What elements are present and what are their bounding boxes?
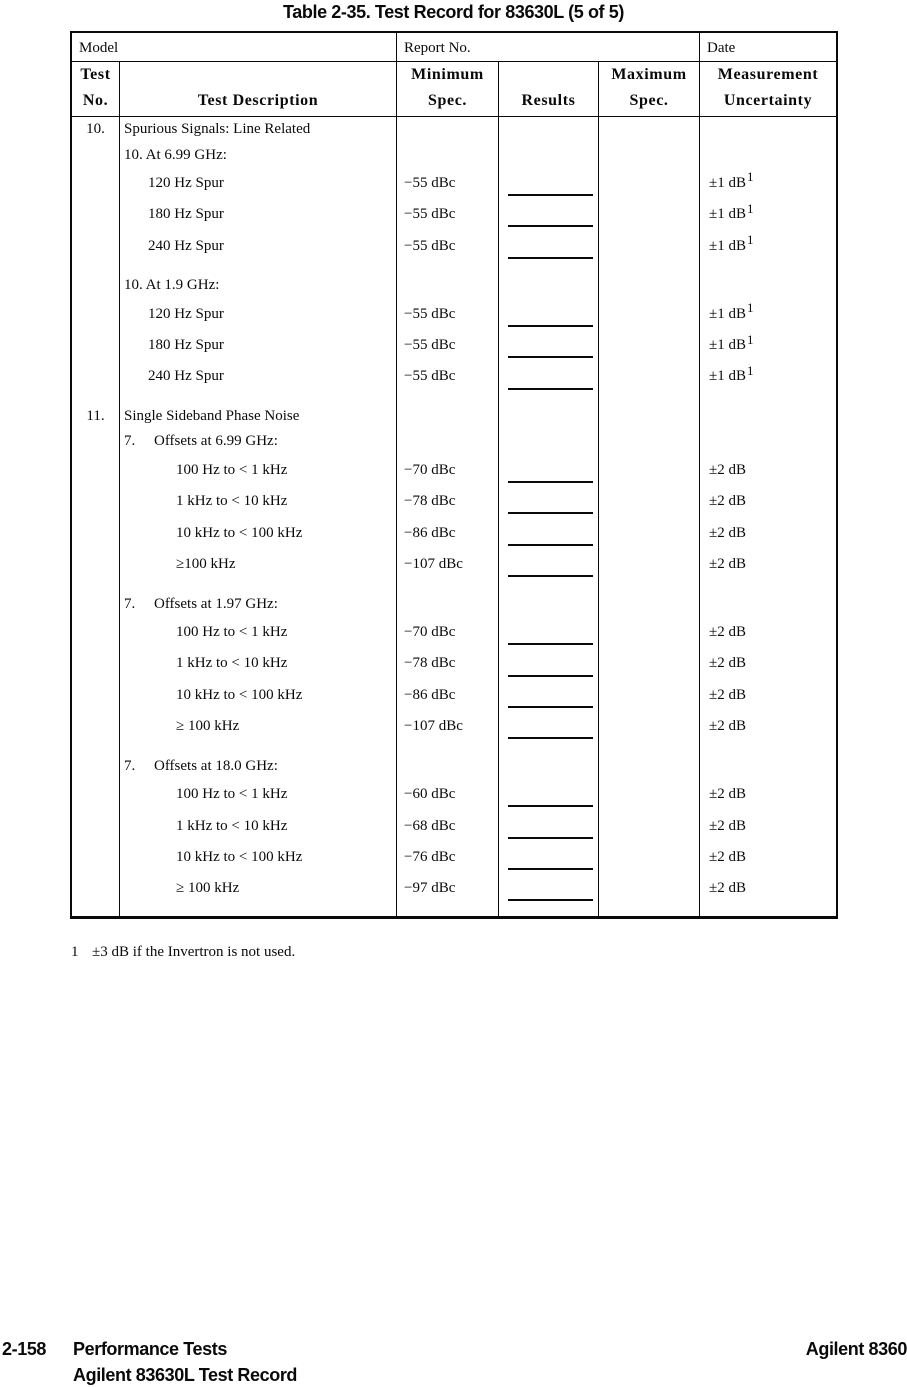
max-spec-cell xyxy=(599,230,700,261)
test-description-header: Test Description xyxy=(120,62,397,117)
uncertainty-cell xyxy=(700,230,836,261)
results-blank-line xyxy=(508,526,593,546)
uncertainty-cell: ±2 dB xyxy=(709,555,746,572)
min-spec-cell: −55 dBc xyxy=(397,168,499,199)
min-spec-cell: −76 dBc xyxy=(397,842,499,873)
table-body xyxy=(72,117,836,916)
maximum-spec-header: Maximum Spec. xyxy=(599,62,700,117)
results-blank-line xyxy=(508,787,593,807)
results-blank-line xyxy=(508,850,593,870)
results-cell xyxy=(499,117,599,142)
results-blank-line xyxy=(508,719,593,739)
description-cell: ≥ 100 kHz xyxy=(120,711,397,742)
test-no-cell xyxy=(72,299,120,330)
results-cell xyxy=(499,486,599,517)
min-spec-cell: −97 dBc xyxy=(397,873,499,904)
results-blank-line xyxy=(508,239,593,259)
uncertainty-cell xyxy=(700,330,836,361)
spacer-row xyxy=(72,262,836,273)
uncertainty-cell xyxy=(700,361,836,392)
model-field: Model xyxy=(72,33,397,61)
results-cell xyxy=(499,549,599,580)
footnote-ref: 1 xyxy=(747,232,754,248)
description-cell: 7. Offsets at 6.99 GHz: xyxy=(120,429,397,454)
table-row xyxy=(72,330,836,361)
description-cell: 180 Hz Spur xyxy=(120,199,397,230)
results-cell xyxy=(499,648,599,679)
spacer-row xyxy=(72,742,836,753)
results-cell xyxy=(499,810,599,841)
uncertainty-cell: ±2 dB xyxy=(709,655,746,672)
max-spec-cell xyxy=(599,711,700,742)
max-spec-cell xyxy=(599,591,700,616)
results-cell xyxy=(499,230,599,261)
max-spec-cell xyxy=(599,361,700,392)
test-no-cell xyxy=(72,361,120,392)
description-cell: 100 Hz to < 1 kHz xyxy=(120,779,397,810)
min-spec-cell: −107 dBc xyxy=(397,711,499,742)
min-spec-cell: −55 dBc xyxy=(397,299,499,330)
results-blank-line xyxy=(508,370,593,390)
test-no-cell: 11. xyxy=(72,404,120,429)
description-cell: 120 Hz Spur xyxy=(120,299,397,330)
test-no-cell xyxy=(72,711,120,742)
uncertainty-cell xyxy=(700,168,836,199)
test-no-cell xyxy=(72,486,120,517)
table-row xyxy=(72,299,836,330)
description-cell: 10 kHz to < 100 kHz xyxy=(120,842,397,873)
date-field: Date xyxy=(707,40,736,56)
results-blank-line xyxy=(508,688,593,708)
min-spec-cell: −78 dBc xyxy=(397,648,499,679)
uncertainty-cell: ±2 dB xyxy=(709,686,746,703)
min-spec-cell xyxy=(397,273,499,298)
info-header-row xyxy=(72,33,836,62)
results-blank-line xyxy=(508,881,593,901)
table-row xyxy=(72,429,836,454)
results-blank-line xyxy=(508,557,593,577)
min-spec-cell xyxy=(397,429,499,454)
table-row xyxy=(72,680,836,711)
test-no-cell xyxy=(72,273,120,298)
test-no-cell xyxy=(72,429,120,454)
results-blank-line xyxy=(508,207,593,227)
description-cell: 1 kHz to < 10 kHz xyxy=(120,648,397,679)
report-no-field: Report No. xyxy=(397,33,700,61)
max-spec-cell xyxy=(599,842,700,873)
uncertainty-value: ±1 dB xyxy=(709,337,746,354)
test-no-cell xyxy=(72,779,120,810)
table-row xyxy=(72,361,836,392)
uncertainty-cell: ±2 dB xyxy=(709,624,746,640)
table-row xyxy=(72,517,836,548)
table-row xyxy=(72,591,836,616)
min-spec-cell: −55 dBc xyxy=(397,330,499,361)
spacer-row xyxy=(72,904,836,915)
description-cell: 180 Hz Spur xyxy=(120,330,397,361)
footer-subsection: Agilent 83630L Test Record xyxy=(73,1365,298,1385)
min-spec-cell: −78 dBc xyxy=(397,486,499,517)
uncertainty-cell: ±2 dB xyxy=(709,461,746,478)
spacer-row xyxy=(72,580,836,591)
results-cell xyxy=(499,361,599,392)
footnote-number: 1 xyxy=(71,944,79,960)
min-spec-cell: −70 dBc xyxy=(397,617,499,648)
uncertainty-cell xyxy=(700,199,836,230)
max-spec-cell xyxy=(599,168,700,199)
measurement-uncertainty-header: Measurement Uncertainty xyxy=(717,66,819,109)
test-no-cell xyxy=(72,330,120,361)
max-spec-cell xyxy=(599,404,700,429)
test-no-cell xyxy=(72,680,120,711)
max-spec-cell xyxy=(599,486,700,517)
description-cell: 10 kHz to < 100 kHz xyxy=(120,680,397,711)
footnote-ref: 1 xyxy=(747,331,754,347)
results-cell xyxy=(499,680,599,711)
results-cell xyxy=(499,199,599,230)
description-cell: 1 kHz to < 10 kHz xyxy=(120,486,397,517)
max-spec-cell xyxy=(599,299,700,330)
max-spec-cell xyxy=(599,873,700,904)
min-spec-cell: −60 dBc xyxy=(397,779,499,810)
uncertainty-cell xyxy=(700,117,836,142)
description-cell: 120 Hz Spur xyxy=(120,168,397,199)
uncertainty-cell: ±2 dB xyxy=(709,817,746,834)
test-no-cell: 10. xyxy=(72,117,120,142)
results-cell xyxy=(499,142,599,167)
test-no-cell xyxy=(72,455,120,486)
uncertainty-cell: ±2 dB xyxy=(709,718,746,735)
results-cell xyxy=(499,711,599,742)
table-row xyxy=(72,404,836,429)
min-spec-cell: −70 dBc xyxy=(397,455,499,486)
uncertainty-cell: ±2 dB xyxy=(709,848,746,865)
table-row xyxy=(72,486,836,517)
test-no-cell xyxy=(72,648,120,679)
max-spec-cell xyxy=(599,648,700,679)
max-spec-cell xyxy=(599,429,700,454)
table-row xyxy=(72,754,836,779)
test-no-cell xyxy=(72,873,120,904)
footnote xyxy=(71,944,295,961)
uncertainty-cell xyxy=(700,591,836,616)
results-cell xyxy=(499,429,599,454)
minimum-spec-header: Minimum Spec. xyxy=(397,62,499,117)
footnote-ref: 1 xyxy=(747,362,754,378)
uncertainty-cell: ±2 dB xyxy=(709,524,746,541)
test-no-cell xyxy=(72,517,120,548)
footnote-ref: 1 xyxy=(747,169,754,185)
max-spec-cell xyxy=(599,680,700,711)
uncertainty-cell xyxy=(700,404,836,429)
description-cell: Spurious Signals: Line Related xyxy=(120,117,397,142)
footnote-ref: 1 xyxy=(747,300,754,316)
footnote-text: ±3 dB if the Invertron is not used. xyxy=(92,944,296,960)
description-cell: 1 kHz to < 10 kHz xyxy=(120,810,397,841)
max-spec-cell xyxy=(599,517,700,548)
max-spec-cell xyxy=(599,779,700,810)
uncertainty-cell: ±2 dB xyxy=(709,880,746,897)
min-spec-cell: −86 dBc xyxy=(397,680,499,711)
test-no-cell xyxy=(72,617,120,648)
uncertainty-value: ±1 dB xyxy=(709,174,746,191)
results-blank-line xyxy=(508,819,593,839)
footer-product-name: Agilent 8360 xyxy=(805,1339,907,1359)
test-no-cell xyxy=(72,754,120,779)
uncertainty-value: ±1 dB xyxy=(709,368,746,385)
results-cell xyxy=(499,591,599,616)
test-no-cell xyxy=(72,810,120,841)
min-spec-cell xyxy=(397,754,499,779)
uncertainty-cell: ±2 dB xyxy=(709,493,746,510)
max-spec-cell xyxy=(599,330,700,361)
table-row xyxy=(72,648,836,679)
results-cell xyxy=(499,754,599,779)
description-cell: 100 Hz to < 1 kHz xyxy=(120,617,397,648)
results-header: Results xyxy=(499,62,599,117)
results-cell xyxy=(499,330,599,361)
test-no-cell xyxy=(72,549,120,580)
min-spec-cell: −68 dBc xyxy=(397,810,499,841)
min-spec-cell xyxy=(397,117,499,142)
results-cell xyxy=(499,168,599,199)
uncertainty-cell xyxy=(700,299,836,330)
max-spec-cell xyxy=(599,117,700,142)
test-no-cell xyxy=(72,230,120,261)
table-row xyxy=(72,455,836,486)
description-cell: Single Sideband Phase Noise xyxy=(120,404,397,429)
results-blank-line xyxy=(508,657,593,677)
description-cell: 240 Hz Spur xyxy=(120,361,397,392)
results-blank-line xyxy=(508,307,593,327)
table-row xyxy=(72,168,836,199)
max-spec-cell xyxy=(599,810,700,841)
description-cell: 7. Offsets at 18.0 GHz: xyxy=(120,754,397,779)
min-spec-cell: −107 dBc xyxy=(397,549,499,580)
test-no-cell xyxy=(72,842,120,873)
max-spec-cell xyxy=(599,754,700,779)
max-spec-cell xyxy=(599,273,700,298)
results-blank-line xyxy=(508,338,593,358)
description-cell: 100 Hz to < 1 kHz xyxy=(120,455,397,486)
max-spec-cell xyxy=(599,455,700,486)
max-spec-cell xyxy=(599,199,700,230)
max-spec-cell xyxy=(599,142,700,167)
results-cell xyxy=(499,455,599,486)
results-cell xyxy=(499,299,599,330)
uncertainty-cell: ±2 dB xyxy=(709,786,746,803)
results-cell xyxy=(499,517,599,548)
min-spec-cell: −86 dBc xyxy=(397,517,499,548)
table-row xyxy=(72,779,836,810)
results-blank-line xyxy=(508,176,593,196)
description-cell: 240 Hz Spur xyxy=(120,230,397,261)
description-cell: 10 kHz to < 100 kHz xyxy=(120,517,397,548)
footnote-ref: 1 xyxy=(747,200,754,216)
table-row xyxy=(72,842,836,873)
min-spec-cell xyxy=(397,591,499,616)
description-cell: 10. At 1.9 GHz: xyxy=(120,273,397,298)
spacer-row xyxy=(72,393,836,404)
description-cell: ≥ 100 kHz xyxy=(120,873,397,904)
footer-section: Performance Tests xyxy=(73,1339,227,1359)
results-cell xyxy=(499,404,599,429)
table-row xyxy=(72,230,836,261)
min-spec-cell: −55 dBc xyxy=(397,199,499,230)
min-spec-cell: −55 dBc xyxy=(397,361,499,392)
min-spec-cell xyxy=(397,142,499,167)
results-cell xyxy=(499,273,599,298)
min-spec-cell: −55 dBc xyxy=(397,230,499,261)
results-blank-line xyxy=(508,494,593,514)
table-row xyxy=(72,810,836,841)
description-cell: 10. At 6.99 GHz: xyxy=(120,142,397,167)
table-row xyxy=(72,549,836,580)
test-no-cell xyxy=(72,168,120,199)
max-spec-cell xyxy=(599,549,700,580)
max-spec-cell xyxy=(599,617,700,648)
table-row xyxy=(72,711,836,742)
test-record-table xyxy=(70,31,838,919)
uncertainty-cell xyxy=(700,273,836,298)
table-row xyxy=(72,117,836,142)
column-header-row xyxy=(72,62,836,117)
results-cell xyxy=(499,842,599,873)
uncertainty-value: ±1 dB xyxy=(709,305,746,322)
table-row xyxy=(72,873,836,904)
results-blank-line xyxy=(508,463,593,483)
table-row xyxy=(72,617,836,648)
uncertainty-cell xyxy=(700,429,836,454)
table-caption: Table 2-35. Test Record for 83630L (5 of 5) xyxy=(283,2,624,22)
table-row xyxy=(72,199,836,230)
uncertainty-cell xyxy=(700,754,836,779)
results-cell xyxy=(499,873,599,904)
results-cell xyxy=(499,617,599,648)
table-row xyxy=(72,273,836,298)
min-spec-cell xyxy=(397,404,499,429)
uncertainty-cell xyxy=(700,142,836,167)
test-no-cell xyxy=(72,142,120,167)
results-blank-line xyxy=(508,625,593,645)
table-row xyxy=(72,142,836,167)
uncertainty-value: ±1 dB xyxy=(709,237,746,254)
page-number: 2-158 xyxy=(2,1339,47,1359)
test-no-cell xyxy=(72,591,120,616)
description-cell: ≥100 kHz xyxy=(120,549,397,580)
uncertainty-value: ±1 dB xyxy=(709,206,746,223)
test-no-header: Test No. xyxy=(72,62,120,117)
test-no-cell xyxy=(72,199,120,230)
results-cell xyxy=(499,779,599,810)
description-cell: 7. Offsets at 1.97 GHz: xyxy=(120,591,397,616)
